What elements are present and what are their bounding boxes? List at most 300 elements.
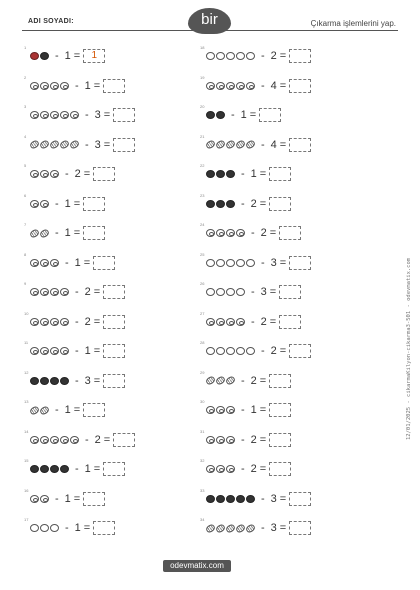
problem-expression <box>206 521 311 535</box>
minus-sign: - <box>75 374 79 387</box>
minus-sign: - <box>261 50 265 62</box>
fruit-icons <box>206 259 255 267</box>
problem-number: 8 <box>24 251 27 257</box>
fruit-icon <box>206 436 215 444</box>
fruit-icon <box>236 495 245 503</box>
equals-sign: = <box>259 197 267 210</box>
answer-box[interactable] <box>269 403 291 417</box>
problem-row <box>24 487 204 517</box>
equals-sign: = <box>73 404 81 416</box>
fruit-icons <box>206 495 255 503</box>
fruit-icon <box>60 82 69 90</box>
fruit-icon <box>69 139 80 150</box>
answer-box[interactable] <box>279 285 301 299</box>
fruit-icon <box>236 259 245 267</box>
answer-box[interactable] <box>113 433 135 447</box>
fruit-icons <box>30 524 59 532</box>
problems-column-left <box>24 44 204 546</box>
minus-sign: - <box>65 522 69 534</box>
fruit-icon <box>60 465 69 473</box>
fruit-icon <box>206 288 215 296</box>
fruit-icon <box>245 139 256 150</box>
problem-expression <box>30 197 105 211</box>
problem-row <box>24 251 204 281</box>
equals-sign: = <box>93 315 101 328</box>
problem-row <box>24 310 204 340</box>
problem-number: 32 <box>200 458 205 463</box>
problem-number: 11 <box>24 340 29 345</box>
logo: bir <box>188 8 231 34</box>
problem-row <box>200 103 380 133</box>
fruit-icon <box>39 139 50 150</box>
fruit-icon <box>215 139 226 150</box>
fruit-icons <box>30 318 69 326</box>
fruit-icons <box>206 525 255 532</box>
problem-expression <box>206 315 301 329</box>
problem-expression <box>30 462 125 476</box>
minus-sign: - <box>75 286 79 298</box>
answer-box[interactable] <box>269 433 291 447</box>
problem-row <box>24 103 204 133</box>
fruit-icon <box>206 52 215 60</box>
fruit-icon <box>216 229 225 237</box>
answer-box[interactable] <box>83 403 105 417</box>
fruit-icon <box>29 139 40 150</box>
fruit-icon <box>226 436 235 444</box>
problem-row <box>200 162 380 192</box>
answer-box[interactable] <box>103 315 125 329</box>
problem-row <box>24 398 204 428</box>
minus-sign: - <box>75 315 79 328</box>
problem-number: 16 <box>24 487 29 493</box>
fruit-icon <box>30 111 39 119</box>
problem-expression <box>206 403 291 417</box>
subtrahend: 1 <box>250 168 257 180</box>
problem-row <box>24 192 204 222</box>
fruit-icons <box>30 200 49 208</box>
problem-row <box>200 133 380 163</box>
fruit-icons <box>206 111 225 119</box>
problem-number: 6 <box>24 192 27 198</box>
problem-number: 9 <box>24 281 27 286</box>
problem-number: 33 <box>200 487 205 493</box>
fruit-icon <box>226 82 235 90</box>
fruit-icon <box>50 465 59 473</box>
equals-sign: = <box>259 374 267 387</box>
problem-expression <box>206 138 311 152</box>
problem-expression <box>206 226 301 240</box>
problem-number: 14 <box>24 428 29 434</box>
problem-number: 7 <box>24 222 27 227</box>
minus-sign: - <box>75 345 79 357</box>
problem-number: 23 <box>200 192 205 198</box>
fruit-icon <box>206 111 215 119</box>
problem-row <box>200 369 380 399</box>
subtrahend: 1 <box>84 463 91 475</box>
problem-expression <box>30 492 105 506</box>
fruit-icon <box>216 318 225 326</box>
fruit-icon <box>226 318 235 326</box>
answer-box[interactable] <box>269 197 291 211</box>
fruit-icon <box>50 82 59 90</box>
problem-number: 26 <box>200 281 205 286</box>
problem-expression <box>206 108 281 122</box>
problem-row <box>24 516 204 546</box>
fruit-icons <box>30 347 69 355</box>
minus-sign: - <box>241 374 245 387</box>
subtrahend: 1 <box>64 227 71 239</box>
fruit-icon <box>216 82 225 90</box>
fruit-icon <box>216 259 225 267</box>
subtrahend: 3 <box>94 109 101 121</box>
subtrahend: 4 <box>270 79 277 92</box>
problem-number: 18 <box>200 45 205 50</box>
subtrahend: 2 <box>74 168 81 180</box>
minus-sign: - <box>55 404 59 416</box>
fruit-icon <box>49 139 60 150</box>
problem-row <box>200 398 380 428</box>
fruit-icon <box>40 170 49 178</box>
fruit-icon <box>216 436 225 444</box>
fruit-icons <box>30 82 69 90</box>
fruit-icon <box>225 523 236 534</box>
fruit-icon <box>39 405 50 416</box>
problem-row <box>200 339 380 369</box>
fruit-icon <box>30 170 39 178</box>
problem-number: 2 <box>24 74 27 80</box>
fruit-icon <box>246 347 255 355</box>
fruit-icon <box>236 229 245 237</box>
answer-box[interactable] <box>103 344 125 358</box>
fruit-icons <box>30 111 79 119</box>
problem-row <box>24 133 204 163</box>
subtrahend: 2 <box>260 227 267 239</box>
equals-sign: = <box>279 50 287 62</box>
fruit-icons <box>206 377 235 384</box>
answer-box[interactable] <box>289 344 311 358</box>
problem-expression <box>30 374 125 388</box>
fruit-icon <box>225 375 236 386</box>
subtrahend: 2 <box>250 433 257 446</box>
fruit-icon <box>246 82 255 90</box>
fruit-icon <box>29 228 40 239</box>
subtrahend: 1 <box>84 79 91 92</box>
answer-box[interactable] <box>269 167 291 181</box>
fruit-icons <box>206 465 235 473</box>
subtrahend: 1 <box>74 522 81 534</box>
fruit-icon <box>226 406 235 414</box>
fruit-icon <box>206 229 215 237</box>
minus-sign: - <box>55 197 59 210</box>
problem-number: 31 <box>200 428 205 434</box>
problem-row <box>200 44 380 74</box>
minus-sign: - <box>261 345 265 357</box>
fruit-icon <box>40 465 49 473</box>
subtrahend: 4 <box>270 138 277 151</box>
equals-sign: = <box>279 522 287 534</box>
problem-number: 4 <box>24 133 27 139</box>
fruit-icon <box>246 52 255 60</box>
equals-sign: = <box>259 404 267 416</box>
answer-box[interactable] <box>269 462 291 476</box>
header-divider <box>22 30 398 31</box>
fruit-icon <box>30 259 39 267</box>
answer-box[interactable] <box>103 462 125 476</box>
equals-sign: = <box>103 109 111 121</box>
equals-sign: = <box>269 286 277 298</box>
equals-sign: = <box>269 315 277 328</box>
problem-row <box>200 487 380 517</box>
problem-number: 19 <box>200 74 205 80</box>
fruit-icons <box>30 495 49 503</box>
problem-number: 12 <box>24 369 29 375</box>
problem-row <box>24 74 204 104</box>
fruit-icons <box>30 230 49 237</box>
equals-sign: = <box>279 138 287 151</box>
footer-brand: odevmatix.com <box>163 560 231 572</box>
fruit-icon <box>226 200 235 208</box>
subtrahend: 3 <box>260 286 267 298</box>
fruit-icons <box>206 141 255 148</box>
problem-expression <box>30 403 105 417</box>
answer-box[interactable] <box>103 374 125 388</box>
subtrahend: 2 <box>270 50 277 62</box>
problem-expression <box>206 344 311 358</box>
answer-box[interactable] <box>279 315 301 329</box>
fruit-icons <box>30 407 49 414</box>
problem-row <box>200 457 380 487</box>
fruit-icon <box>246 259 255 267</box>
answer-box[interactable] <box>289 492 311 506</box>
answer-box[interactable] <box>83 197 105 211</box>
fruit-icon <box>60 318 69 326</box>
fruit-icon <box>60 288 69 296</box>
answer-box[interactable] <box>279 226 301 240</box>
fruit-icon <box>30 377 39 385</box>
fruit-icons <box>30 141 79 148</box>
fruit-icon <box>50 347 59 355</box>
minus-sign: - <box>261 256 265 269</box>
minus-sign: - <box>55 50 59 62</box>
problem-expression <box>30 285 125 299</box>
problem-expression <box>206 492 311 506</box>
problem-number: 15 <box>24 458 29 463</box>
answer-box[interactable] <box>93 521 115 535</box>
minus-sign: - <box>231 109 235 121</box>
minus-sign: - <box>241 404 245 416</box>
fruit-icon <box>40 52 49 60</box>
equals-sign: = <box>249 109 257 121</box>
problem-number: 34 <box>200 517 205 522</box>
subtrahend: 1 <box>64 404 71 416</box>
fruit-icon <box>216 170 225 178</box>
equals-sign: = <box>83 256 91 269</box>
fruit-icon <box>206 82 215 90</box>
fruit-icon <box>70 111 79 119</box>
fruit-icon <box>206 406 215 414</box>
fruit-icon <box>226 52 235 60</box>
problem-number: 30 <box>200 399 205 404</box>
subtrahend: 2 <box>84 315 91 328</box>
equals-sign: = <box>259 168 267 180</box>
answer-box[interactable] <box>259 108 281 122</box>
fruit-icon <box>235 523 246 534</box>
problem-row <box>200 516 380 546</box>
problem-expression <box>206 167 291 181</box>
fruit-icon <box>226 170 235 178</box>
problem-expression <box>206 374 291 388</box>
minus-sign: - <box>241 197 245 210</box>
answer-box[interactable] <box>289 79 311 93</box>
problem-row <box>200 74 380 104</box>
minus-sign: - <box>251 286 255 298</box>
fruit-icon <box>30 347 39 355</box>
problem-expression <box>30 433 135 447</box>
problem-row <box>200 310 380 340</box>
answer-box[interactable] <box>113 108 135 122</box>
problem-expression <box>206 433 291 447</box>
fruit-icon <box>60 111 69 119</box>
answer-box[interactable] <box>83 492 105 506</box>
fruit-icon <box>216 52 225 60</box>
problem-number: 27 <box>200 310 205 316</box>
fruit-icon <box>235 139 246 150</box>
fruit-icon <box>226 229 235 237</box>
minus-sign: - <box>75 463 79 475</box>
subtrahend: 3 <box>270 492 277 505</box>
fruit-icon <box>215 523 226 534</box>
equals-sign: = <box>103 138 111 151</box>
fruit-icon <box>236 347 245 355</box>
answer-box[interactable] <box>103 285 125 299</box>
problem-expression <box>30 521 115 535</box>
problem-number: 1 <box>24 45 27 50</box>
fruit-icons <box>206 406 235 414</box>
answer-box[interactable] <box>93 256 115 270</box>
fruit-icon <box>30 524 39 532</box>
minus-sign: - <box>55 227 59 239</box>
fruit-icon <box>226 465 235 473</box>
fruit-icons <box>30 52 49 60</box>
equals-sign: = <box>103 433 111 446</box>
fruit-icons <box>206 82 255 90</box>
problem-number: 22 <box>200 163 205 168</box>
problem-number: 3 <box>24 104 27 109</box>
fruit-icon <box>216 495 225 503</box>
fruit-icon <box>39 228 50 239</box>
answer-box[interactable] <box>289 521 311 535</box>
answer-box[interactable] <box>113 138 135 152</box>
fruit-icon <box>50 377 59 385</box>
subtrahend: 1 <box>74 256 81 269</box>
subtrahend: 2 <box>250 374 257 387</box>
fruit-icon <box>236 288 245 296</box>
subtrahend: 1 <box>64 50 71 62</box>
answer-box[interactable] <box>83 226 105 240</box>
minus-sign: - <box>241 433 245 446</box>
answer-box[interactable] <box>269 374 291 388</box>
equals-sign: = <box>93 286 101 298</box>
name-label: ADI SOYADI: <box>28 18 74 25</box>
problem-expression <box>206 49 311 63</box>
minus-sign: - <box>241 463 245 475</box>
problem-row <box>24 428 204 458</box>
minus-sign: - <box>75 79 79 92</box>
fruit-icon <box>60 377 69 385</box>
problem-expression <box>206 285 301 299</box>
subtrahend: 2 <box>94 433 101 446</box>
answer-box[interactable] <box>103 79 125 93</box>
problem-number: 24 <box>200 222 205 227</box>
equals-sign: = <box>83 522 91 534</box>
problem-expression <box>30 226 105 240</box>
problem-expression <box>206 256 311 270</box>
fruit-icon <box>50 111 59 119</box>
fruit-icons <box>206 436 235 444</box>
equals-sign: = <box>259 433 267 446</box>
side-caption: 12/01/2025 - cikarmaKilyon-cikarma3-501 - odevmatix.com <box>406 257 412 440</box>
fruit-icon <box>206 465 215 473</box>
problem-row <box>24 369 204 399</box>
answer-box[interactable]: 1 <box>83 49 105 63</box>
answer-box[interactable] <box>93 167 115 181</box>
fruit-icons <box>30 259 59 267</box>
fruit-icon <box>226 347 235 355</box>
fruit-icon <box>40 377 49 385</box>
answer-box[interactable] <box>289 49 311 63</box>
problem-expression <box>30 108 135 122</box>
fruit-icon <box>40 436 49 444</box>
equals-sign: = <box>73 197 81 210</box>
fruit-icon <box>205 375 216 386</box>
fruit-icons <box>30 465 69 473</box>
fruit-icon <box>246 495 255 503</box>
problem-expression <box>30 315 125 329</box>
minus-sign: - <box>261 79 265 92</box>
equals-sign: = <box>93 374 101 387</box>
subtrahend: 3 <box>84 374 91 387</box>
fruit-icon <box>50 288 59 296</box>
minus-sign: - <box>261 492 265 505</box>
fruit-icon <box>30 200 39 208</box>
subtrahend: 2 <box>250 197 257 210</box>
fruit-icon <box>30 82 39 90</box>
fruit-icon <box>205 523 216 534</box>
problem-row <box>200 221 380 251</box>
equals-sign: = <box>83 168 91 180</box>
answer-box[interactable] <box>289 256 311 270</box>
fruit-icon <box>50 318 59 326</box>
subtrahend: 1 <box>64 197 71 210</box>
problem-row <box>24 221 204 251</box>
subtrahend: 2 <box>270 345 277 357</box>
fruit-icon <box>206 495 215 503</box>
problem-expression <box>206 462 291 476</box>
fruit-icons <box>206 229 245 237</box>
fruit-icon <box>216 111 225 119</box>
fruit-icon <box>215 375 226 386</box>
fruit-icon <box>40 111 49 119</box>
minus-sign: - <box>241 168 245 180</box>
fruit-icon <box>30 318 39 326</box>
answer-box[interactable] <box>289 138 311 152</box>
equals-sign: = <box>279 256 287 269</box>
equals-sign: = <box>279 492 287 505</box>
fruit-icon <box>206 318 215 326</box>
equals-sign: = <box>93 345 101 357</box>
problem-row <box>24 280 204 310</box>
fruit-icon <box>30 495 39 503</box>
